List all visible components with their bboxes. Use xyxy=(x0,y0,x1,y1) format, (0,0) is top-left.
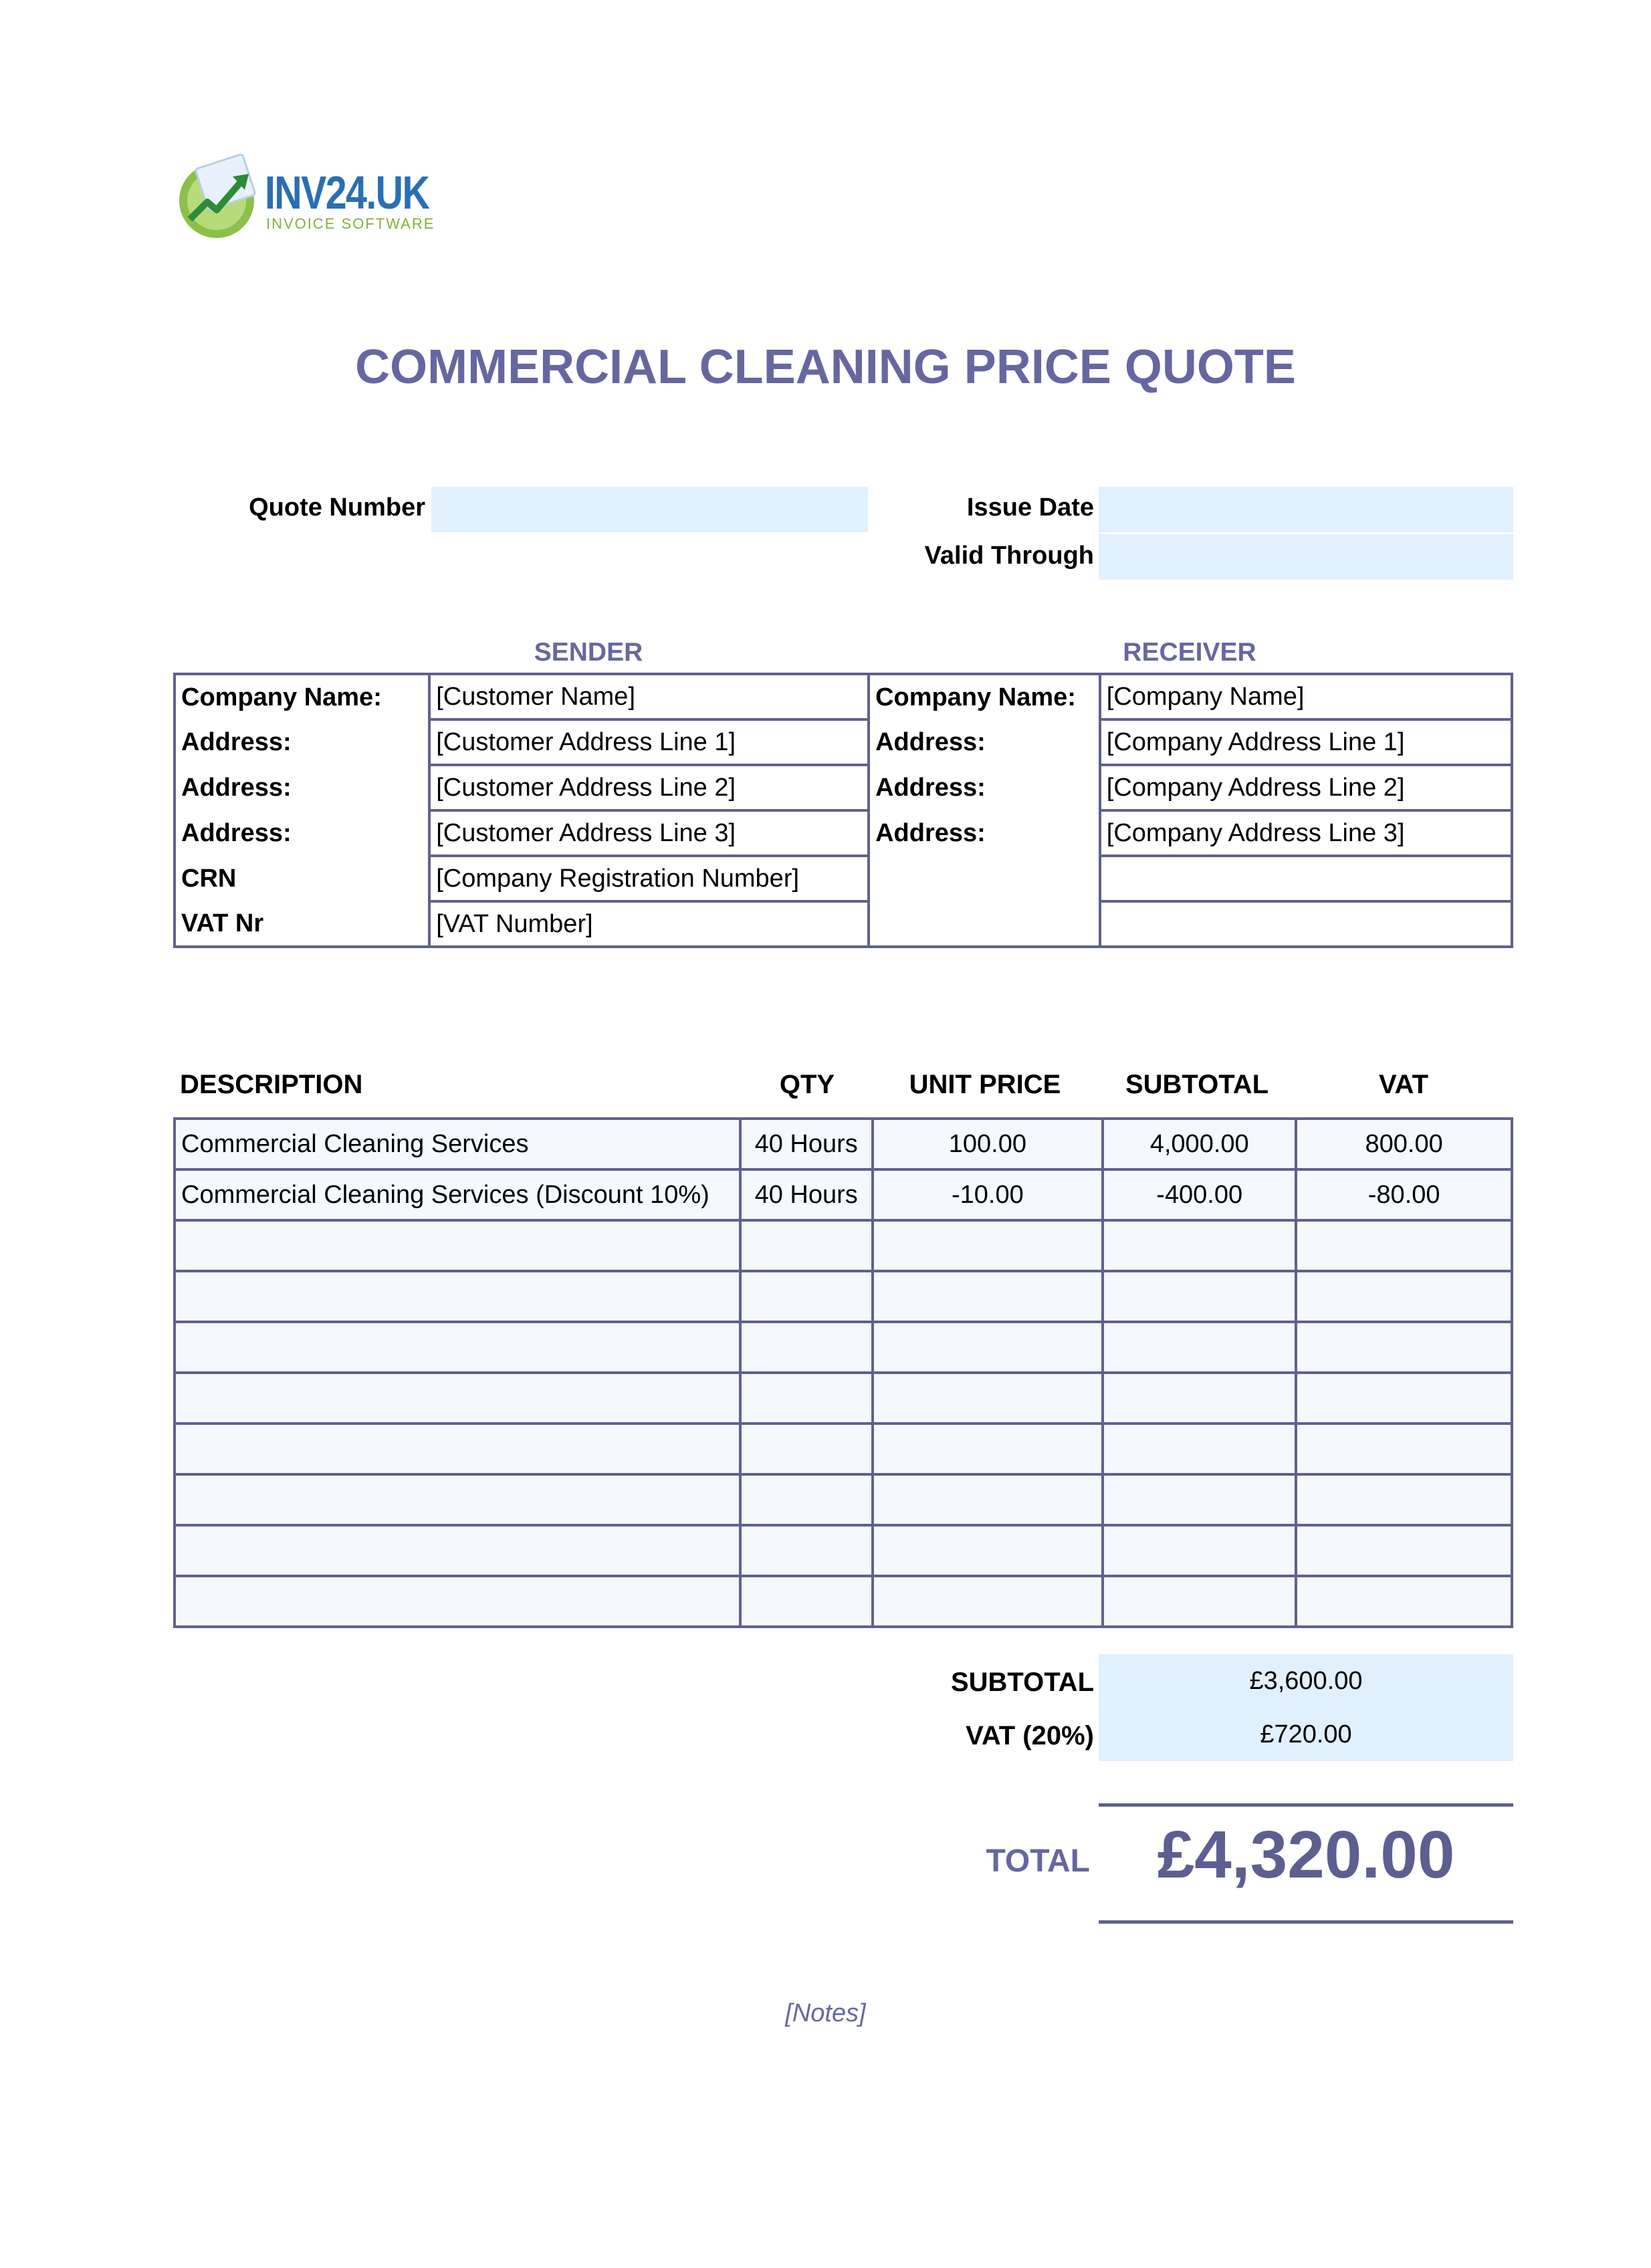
receiver-value[interactable]: [Company Address Line 2] xyxy=(1100,765,1512,810)
table-row xyxy=(175,1474,1512,1525)
receiver-value[interactable]: [Company Address Line 1] xyxy=(1100,719,1512,765)
item-qty[interactable]: 40 Hours xyxy=(740,1119,873,1169)
item-unit-price[interactable] xyxy=(873,1373,1103,1424)
item-description[interactable] xyxy=(175,1220,740,1271)
vat-total-value: £720.00 xyxy=(1099,1708,1513,1761)
item-vat: 800.00 xyxy=(1296,1119,1512,1169)
receiver-label xyxy=(869,901,1100,947)
sender-value[interactable]: [Customer Address Line 3] xyxy=(429,810,869,856)
sender-heading: SENDER xyxy=(534,638,643,667)
item-description[interactable] xyxy=(175,1373,740,1424)
party-row xyxy=(175,810,1512,856)
col-header-unit-price: UNIT PRICE xyxy=(909,1070,1061,1099)
item-qty[interactable] xyxy=(740,1424,873,1474)
item-subtotal xyxy=(1103,1322,1296,1373)
receiver-value[interactable] xyxy=(1100,901,1512,947)
item-subtotal xyxy=(1103,1220,1296,1271)
item-unit-price[interactable] xyxy=(873,1525,1103,1576)
receiver-label xyxy=(869,856,1100,901)
item-qty[interactable] xyxy=(740,1271,873,1322)
notes[interactable]: [Notes] xyxy=(785,1999,866,2027)
sender-label: Company Name: xyxy=(175,674,429,719)
table-row xyxy=(175,1322,1512,1373)
party-row xyxy=(175,856,1512,901)
item-subtotal xyxy=(1103,1525,1296,1576)
receiver-value[interactable]: [Company Name] xyxy=(1100,674,1512,719)
sender-label: Address: xyxy=(175,719,429,765)
company-logo xyxy=(175,154,435,241)
item-vat xyxy=(1296,1525,1512,1576)
quote-number-field[interactable] xyxy=(431,487,868,532)
item-subtotal xyxy=(1103,1474,1296,1525)
sender-label: CRN xyxy=(175,856,429,901)
item-description[interactable] xyxy=(175,1271,740,1322)
table-row xyxy=(175,1525,1512,1576)
item-vat xyxy=(1296,1220,1512,1271)
item-qty[interactable] xyxy=(740,1322,873,1373)
item-vat xyxy=(1296,1576,1512,1627)
table-row xyxy=(175,1169,1512,1220)
sender-label: Address: xyxy=(175,765,429,810)
item-unit-price[interactable] xyxy=(873,1220,1103,1271)
quote-number-label: Quote Number xyxy=(249,493,425,522)
party-row xyxy=(175,765,1512,810)
sender-value[interactable]: [Customer Address Line 1] xyxy=(429,719,869,765)
receiver-label: Address: xyxy=(869,810,1100,856)
item-subtotal xyxy=(1103,1373,1296,1424)
item-unit-price[interactable] xyxy=(873,1322,1103,1373)
receiver-heading: RECEIVER xyxy=(1123,638,1256,667)
items-header xyxy=(173,1070,1513,1103)
item-unit-price[interactable] xyxy=(873,1424,1103,1474)
item-description[interactable] xyxy=(175,1525,740,1576)
item-qty[interactable] xyxy=(740,1474,873,1525)
item-unit-price[interactable]: -10.00 xyxy=(873,1169,1103,1220)
sender-label: Address: xyxy=(175,810,429,856)
receiver-label: Company Name: xyxy=(869,674,1100,719)
sender-value[interactable]: [Customer Name] xyxy=(429,674,869,719)
item-unit-price[interactable] xyxy=(873,1271,1103,1322)
item-vat xyxy=(1296,1474,1512,1525)
item-subtotal xyxy=(1103,1271,1296,1322)
item-vat xyxy=(1296,1322,1512,1373)
table-row xyxy=(175,1424,1512,1474)
table-row xyxy=(175,1576,1512,1627)
subtotal-value: £3,600.00 xyxy=(1099,1654,1513,1708)
logo-wordmark: INV24.UK xyxy=(265,166,429,219)
party-row xyxy=(175,719,1512,765)
item-unit-price[interactable] xyxy=(873,1576,1103,1627)
item-description[interactable] xyxy=(175,1576,740,1627)
sender-label: VAT Nr xyxy=(175,901,429,947)
receiver-value[interactable]: [Company Address Line 3] xyxy=(1100,810,1512,856)
item-subtotal: -400.00 xyxy=(1103,1169,1296,1220)
table-row xyxy=(175,1373,1512,1424)
sender-value[interactable]: [VAT Number] xyxy=(429,901,869,947)
table-row xyxy=(175,1271,1512,1322)
sender-value[interactable]: [Company Registration Number] xyxy=(429,856,869,901)
valid-through-label: Valid Through xyxy=(924,542,1094,570)
table-row xyxy=(175,1119,1512,1169)
col-header-qty: QTY xyxy=(779,1070,835,1099)
item-unit-price[interactable] xyxy=(873,1474,1103,1525)
item-qty[interactable] xyxy=(740,1373,873,1424)
item-subtotal: 4,000.00 xyxy=(1103,1119,1296,1169)
sender-value[interactable]: [Customer Address Line 2] xyxy=(429,765,869,810)
item-vat xyxy=(1296,1373,1512,1424)
line-items-table xyxy=(173,1117,1513,1628)
party-row xyxy=(175,901,1512,947)
col-header-vat: VAT xyxy=(1378,1070,1429,1099)
item-qty[interactable] xyxy=(740,1220,873,1271)
vat-total-label: VAT (20%) xyxy=(966,1721,1094,1750)
item-vat: -80.00 xyxy=(1296,1169,1512,1220)
item-qty[interactable] xyxy=(740,1525,873,1576)
party-details-table xyxy=(173,673,1513,948)
item-unit-price[interactable]: 100.00 xyxy=(873,1119,1103,1169)
item-vat xyxy=(1296,1424,1512,1474)
col-header-subtotal: SUBTOTAL xyxy=(1125,1070,1269,1099)
receiver-label: Address: xyxy=(869,765,1100,810)
issue-date-label: Issue Date xyxy=(966,493,1094,522)
subtotal-label: SUBTOTAL xyxy=(950,1668,1094,1697)
total-amount: £4,320.00 xyxy=(1157,1817,1455,1892)
item-description[interactable] xyxy=(175,1474,740,1525)
valid-through-field[interactable] xyxy=(1099,534,1513,580)
issue-date-field[interactable] xyxy=(1099,487,1513,532)
item-qty[interactable] xyxy=(740,1576,873,1627)
table-row xyxy=(175,1220,1512,1271)
item-qty[interactable]: 40 Hours xyxy=(740,1169,873,1220)
logo-tagline: INVOICE SOFTWARE xyxy=(266,215,435,232)
item-vat xyxy=(1296,1271,1512,1322)
page-title: COMMERCIAL CLEANING PRICE QUOTE xyxy=(355,340,1296,394)
party-row xyxy=(175,674,1512,719)
item-description[interactable]: Commercial Cleaning Services (Discount 10%) xyxy=(175,1169,740,1220)
item-description[interactable]: Commercial Cleaning Services xyxy=(175,1119,740,1169)
total-label: TOTAL xyxy=(986,1843,1090,1879)
item-subtotal xyxy=(1103,1576,1296,1627)
receiver-value[interactable] xyxy=(1100,856,1512,901)
receiver-label: Address: xyxy=(869,719,1100,765)
col-header-description: DESCRIPTION xyxy=(180,1070,363,1099)
item-description[interactable] xyxy=(175,1424,740,1474)
item-description[interactable] xyxy=(175,1322,740,1373)
item-subtotal xyxy=(1103,1424,1296,1474)
logo-icon xyxy=(175,154,262,241)
